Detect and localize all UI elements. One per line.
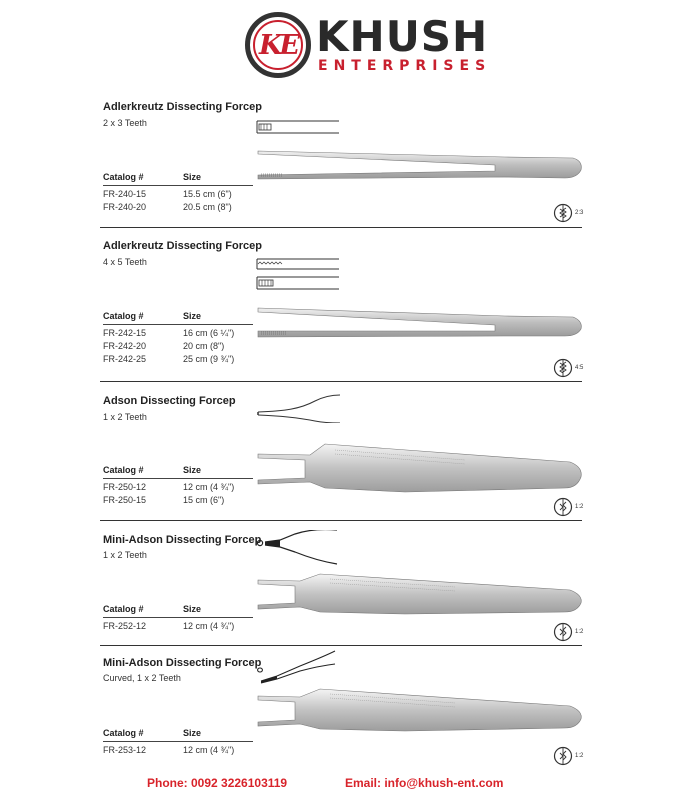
product-teeth: 1 x 2 Teeth <box>103 550 147 560</box>
brand-subtitle: ENTERPRISES <box>318 58 492 74</box>
catalog-label: Catalog # <box>103 172 144 182</box>
catalog-header <box>103 465 253 478</box>
catalog-header <box>103 728 253 741</box>
table-row <box>103 744 253 757</box>
catalog-header <box>103 311 253 324</box>
forcep-icon <box>255 440 585 495</box>
teeth-ratio <box>553 622 583 642</box>
catalog-label: Catalog # <box>103 604 144 614</box>
size-label: Size <box>183 465 202 475</box>
size-value: 25 cm (9 ¾") <box>183 354 235 364</box>
forcep-icon <box>255 303 585 343</box>
catalog-number: FR-250-15 <box>103 495 147 505</box>
catalog-table <box>103 604 253 633</box>
ke-logo-icon <box>245 12 311 78</box>
catalog-number: FR-242-15 <box>103 328 147 338</box>
table-row <box>103 494 253 507</box>
table-row <box>103 353 253 366</box>
ratio-label: 1:2 <box>575 504 584 510</box>
product-teeth: 2 x 3 Teeth <box>103 118 147 128</box>
product-title: Adlerkreutz Dissecting Forcep <box>103 240 262 252</box>
table-row <box>103 188 253 201</box>
logo-monogram: KE <box>258 29 298 61</box>
section-divider <box>100 520 582 521</box>
catalog-number: FR-252-12 <box>103 621 147 631</box>
product-title: Mini-Adson Dissecting Forcep <box>103 534 262 546</box>
divider <box>103 478 253 479</box>
size-value: 15.5 cm (6") <box>183 189 232 199</box>
forcep-icon <box>255 145 585 185</box>
divider <box>103 741 253 742</box>
header <box>0 0 689 95</box>
forcep-tip-icon <box>255 393 345 423</box>
catalog-header <box>103 604 253 617</box>
teeth-ratio-icon <box>553 746 573 766</box>
ratio-label: 1:2 <box>575 753 584 759</box>
catalog-number: FR-240-15 <box>103 189 147 199</box>
teeth-ratio <box>553 746 583 766</box>
section-divider <box>100 381 582 382</box>
catalog-table <box>103 311 253 366</box>
forcep-tip-icon <box>255 256 345 294</box>
teeth-ratio <box>553 497 583 517</box>
catalog-label: Catalog # <box>103 728 144 738</box>
product-teeth: 4 x 5 Teeth <box>103 257 147 267</box>
table-row <box>103 620 253 633</box>
teeth-ratio <box>553 358 583 378</box>
table-row <box>103 327 253 340</box>
teeth-ratio <box>553 203 583 223</box>
catalog-number: FR-242-25 <box>103 354 147 364</box>
email-contact: Email: info@khush-ent.com <box>345 776 504 790</box>
size-value: 12 cm (4 ¾") <box>183 482 235 492</box>
size-value: 12 cm (4 ¾") <box>183 745 235 755</box>
size-label: Size <box>183 172 202 182</box>
size-label: Size <box>183 311 202 321</box>
catalog-table <box>103 728 253 757</box>
forcep-tip-icon <box>255 530 345 566</box>
forcep-tip-icon <box>255 120 345 136</box>
catalog-table <box>103 465 253 507</box>
size-label: Size <box>183 604 202 614</box>
teeth-ratio-icon <box>553 497 573 517</box>
teeth-ratio-icon <box>553 622 573 642</box>
section-divider <box>100 227 582 228</box>
teeth-ratio-icon <box>553 203 573 223</box>
table-row <box>103 201 253 214</box>
ratio-label: 2:3 <box>575 210 584 216</box>
catalog-number: FR-240-20 <box>103 202 147 212</box>
size-value: 20.5 cm (8") <box>183 202 232 212</box>
product-title: Adson Dissecting Forcep <box>103 395 236 407</box>
catalog-header <box>103 172 253 185</box>
product-teeth: 1 x 2 Teeth <box>103 412 147 422</box>
divider <box>103 185 253 186</box>
table-row <box>103 481 253 494</box>
forcep-icon <box>255 572 585 617</box>
catalog-number: FR-242-20 <box>103 341 147 351</box>
size-label: Size <box>183 728 202 738</box>
forcep-tip-icon <box>255 650 345 685</box>
phone-contact: Phone: 0092 3226103119 <box>147 776 288 790</box>
section-divider <box>100 645 582 646</box>
size-value: 12 cm (4 ¾") <box>183 621 235 631</box>
brand-name: KHUSH <box>316 12 489 61</box>
product-title: Mini-Adson Dissecting Forcep <box>103 657 262 669</box>
catalog-number: FR-253-12 <box>103 745 147 755</box>
catalog-table <box>103 172 253 214</box>
table-row <box>103 340 253 353</box>
forcep-icon <box>255 686 585 734</box>
product-teeth: Curved, 1 x 2 Teeth <box>103 673 181 683</box>
ratio-label: 4:5 <box>575 365 584 371</box>
divider <box>103 617 253 618</box>
teeth-ratio-icon <box>553 358 573 378</box>
product-title: Adlerkreutz Dissecting Forcep <box>103 101 262 113</box>
catalog-label: Catalog # <box>103 465 144 475</box>
size-value: 16 cm (6 ¼") <box>183 328 235 338</box>
footer <box>0 776 689 794</box>
catalog-number: FR-250-12 <box>103 482 147 492</box>
divider <box>103 324 253 325</box>
size-value: 15 cm (6") <box>183 495 225 505</box>
catalog-label: Catalog # <box>103 311 144 321</box>
size-value: 20 cm (8") <box>183 341 225 351</box>
ratio-label: 1:2 <box>575 629 584 635</box>
